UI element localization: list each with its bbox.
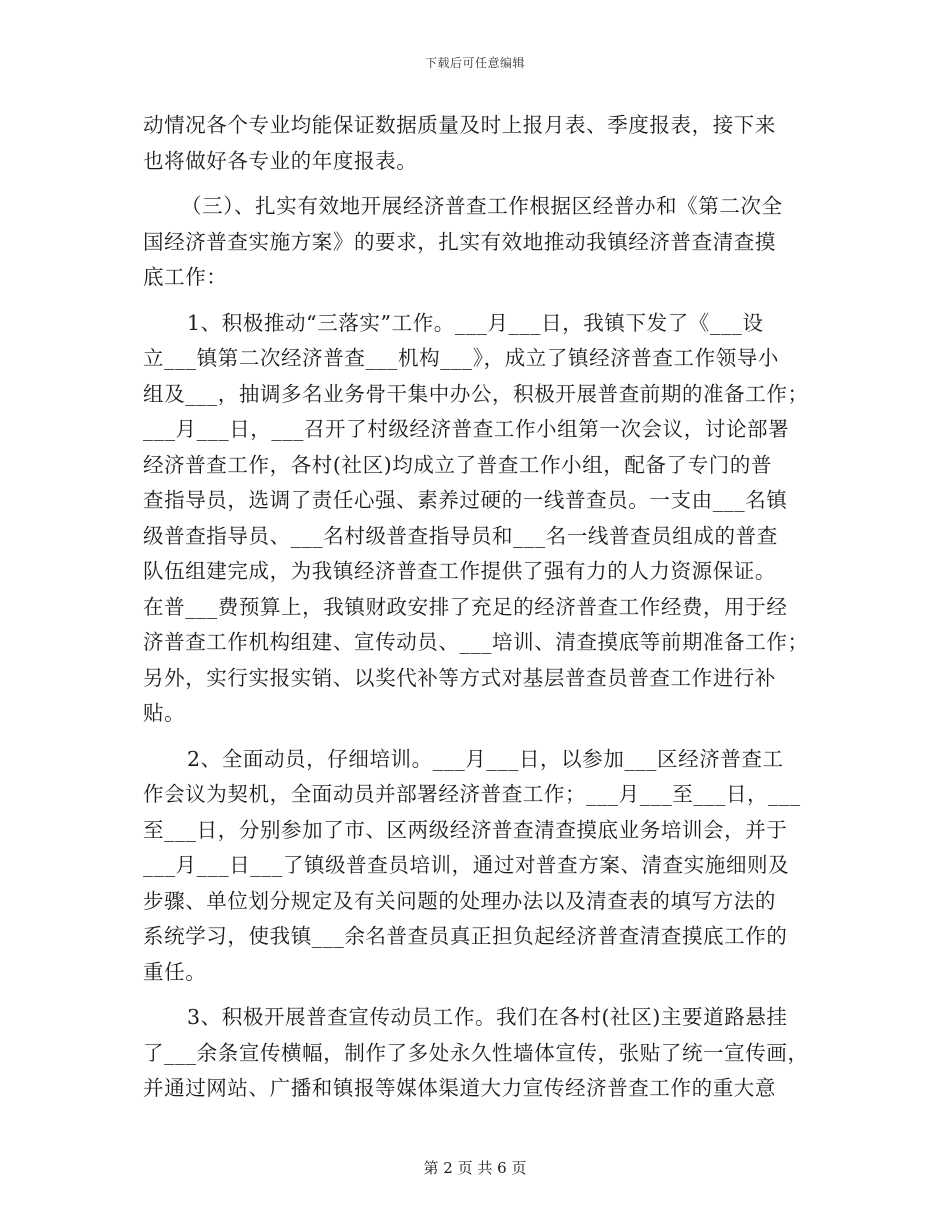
- text-line: 3、积极开展普查宣传动员工作。我们在各村(社区)主要道路悬挂: [187, 1005, 788, 1029]
- text-line: 级普查指导员、___名村级普查指导员和___名一线普查员组成的普查: [143, 523, 778, 548]
- paragraph: [143, 1000, 809, 1107]
- page-footer: 第 2 页 共 6 页: [423, 1159, 527, 1177]
- text-line: （三）、扎实有效地开展经济普查工作根据区经普办和《第二次全: [181, 194, 783, 218]
- text-line: 动情况各个专业均能保证数据质量及时上报月表、季度报表，接下来: [143, 113, 776, 137]
- document-body: [143, 108, 809, 1107]
- paragraph: [143, 742, 803, 991]
- text-line: 队伍组建完成，为我镇经济普查工作提供了强有力的人力资源保证。: [143, 559, 776, 583]
- text-line: 也将做好各专业的年度报表。: [143, 148, 418, 173]
- text-line: 查指导员，选调了责任心强、素养过硬的一线普查员。一支由___名镇: [143, 488, 788, 512]
- text-line: 底工作：: [143, 265, 228, 289]
- text-line: 1、积极推动“三落实”工作。___月___日，我镇下发了《___设: [187, 310, 764, 335]
- paragraph: [143, 306, 809, 732]
- text-line: 在普___费预算上，我镇财政安排了充足的经济普查工作经费，用于经: [143, 594, 788, 619]
- text-line: 至___日，分别参加了市、区两级经济普查清查摸底业务培训会，并于: [143, 817, 788, 842]
- text-line: 系统学习，使我镇___余名普查员真正担负起经济普查清查摸底工作的: [143, 924, 788, 948]
- text-line: 步骤、单位划分规定及有关问题的处理办法以及清查表的填写方法的: [143, 888, 776, 913]
- text-line: ___月___日，___召开了村级经济普查工作小组第一次会议，讨论部署: [143, 417, 790, 441]
- paragraph: [143, 189, 803, 296]
- text-line: 了___余条宣传横幅，制作了多处永久性墙体宣传，张贴了统一宣传画，: [143, 1040, 809, 1065]
- text-line: 重任。: [143, 959, 207, 984]
- text-line: 贴。: [143, 701, 186, 725]
- text-line: 作会议为契机，全面动员并部署经济普查工作；___月___至___日，___: [143, 782, 801, 806]
- text-line: 立___镇第二次经济普查___机构___》，成立了镇经济普查工作领导小: [143, 346, 779, 370]
- text-line: 组及___，抽调多名业务骨干集中办公，积极开展普查前期的准备工作；: [143, 381, 809, 406]
- text-line: 经济普查工作，各村(社区)均成立了普查工作小组，配备了专门的普: [143, 452, 773, 477]
- text-line: 并通过网站、广播和镇报等媒体渠道大力宣传经济普查工作的重大意: [143, 1076, 776, 1100]
- text-line: ___月___日___了镇级普查员培训，通过对普查方案、清查实施细则及: [143, 853, 790, 877]
- text-line: 另外，实行实报实销、以奖代补等方式对基层普查员普查工作进行补: [143, 665, 776, 690]
- text-line: 济普查工作机构组建、宣传动员、___培训、清查摸底等前期准备工作；: [143, 630, 809, 654]
- text-line: 2、全面动员，仔细培训。___月___日，以参加___区经济普查工: [187, 746, 784, 771]
- paragraph: [143, 108, 803, 179]
- page-header: 下载后可任意编辑: [424, 56, 525, 70]
- text-line: 国经济普查实施方案》的要求，扎实有效地推动我镇经济普查清查摸: [143, 229, 776, 254]
